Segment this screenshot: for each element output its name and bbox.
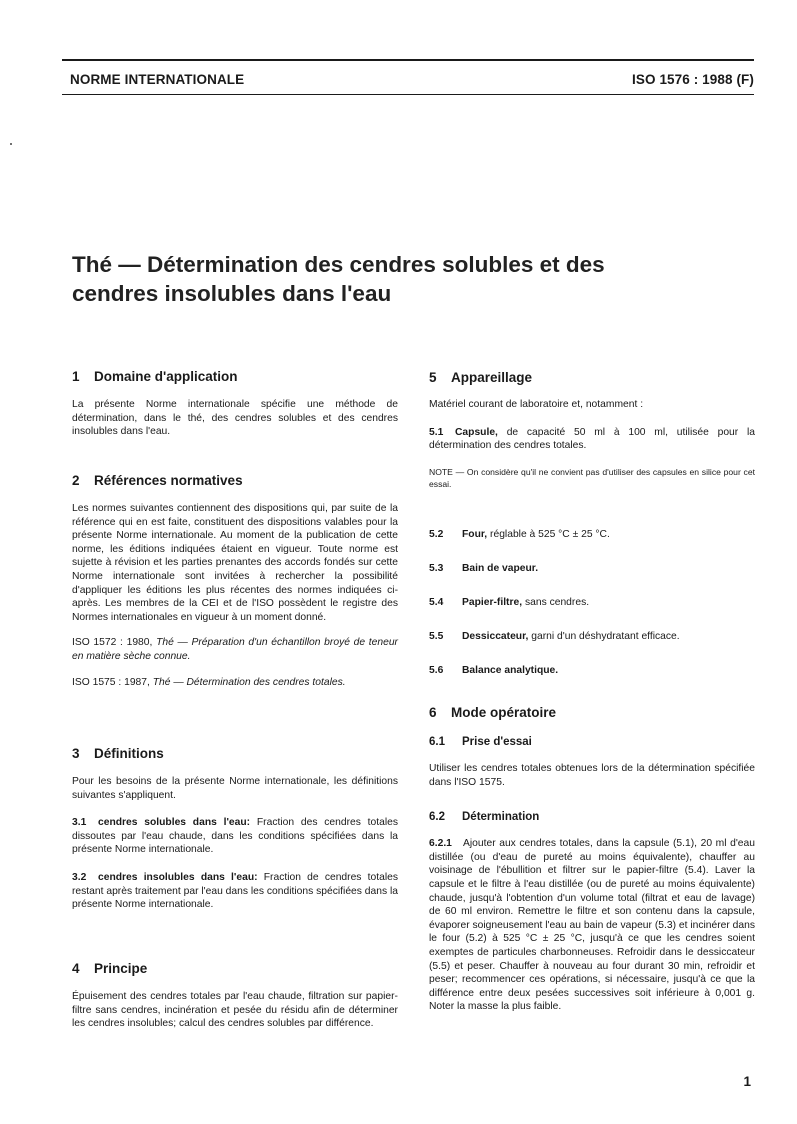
- subsection-6-1-title: Prise d'essai: [462, 736, 532, 748]
- section-3-number: 3: [72, 746, 80, 761]
- section-4-heading: [72, 961, 398, 976]
- item-5-4-text: sans cendres.: [524, 597, 590, 608]
- item-5-3-term: Bain de vapeur.: [462, 563, 539, 574]
- item-5-4-number: 5.4: [429, 597, 444, 608]
- section-4-title: Principe: [94, 961, 148, 976]
- section-5-number: 5: [429, 370, 437, 385]
- reference-2-code: ISO 1575 : 1987,: [72, 676, 150, 688]
- definition-3-2-number: 3.2: [72, 871, 87, 883]
- definition-3-1-number: 3.1: [72, 817, 87, 829]
- item-5-1-text: de capacité 50 ml à 100 ml, utilisée pour la détermination des cendres totales.: [429, 426, 755, 452]
- item-5-2-term: Four,: [462, 529, 488, 540]
- section-6-number: 6: [429, 705, 437, 720]
- item-5-5-text: garni d'un déshydratant efficace.: [531, 631, 680, 642]
- item-5-2-number: 5.2: [429, 529, 444, 540]
- section-5: [429, 370, 755, 491]
- section-1-heading: [72, 369, 398, 384]
- section-6-heading: [429, 705, 755, 720]
- section-1: [72, 369, 398, 439]
- reference-1-title: Thé — Préparation d'un échantillon broyé de teneur en matière sèche connue.: [72, 637, 398, 662]
- item-5-1-number: 5.1: [429, 426, 444, 438]
- reference-iso-1575: [72, 676, 398, 690]
- section-5-heading: [429, 370, 755, 385]
- section-2-title: Références normatives: [94, 473, 243, 488]
- title-line-1: Thé — Détermination des cendres solubles et des: [72, 252, 605, 277]
- reference-1-code: ISO 1572 : 1980,: [72, 637, 153, 649]
- item-5-5-term: Dessiccateur,: [462, 631, 529, 642]
- section-2-heading: [72, 473, 398, 488]
- subsection-6-1-heading: [429, 736, 755, 748]
- item-5-5: [429, 630, 755, 644]
- section-3-heading: [72, 746, 398, 761]
- item-5-3-number: 5.3: [429, 563, 444, 574]
- scan-speck: [10, 143, 12, 145]
- item-5-4: [429, 596, 755, 610]
- definition-3-1-term: cendres solubles dans l'eau:: [98, 817, 251, 829]
- item-5-4-term: Papier-filtre,: [462, 597, 523, 608]
- section-1-title: Domaine d'application: [94, 369, 238, 384]
- subsection-6-2-heading: [429, 811, 755, 823]
- section-1-text: La présente Norme internationale spécifie une méthode de détermination, dans le thé, des cendres solubles et des cendres insolubles dans l'eau.: [72, 399, 398, 438]
- paragraph-6-2-1-number: 6.2.1: [429, 838, 452, 850]
- section-3: [72, 746, 398, 912]
- definition-3-1-text: Fraction des cendres totales dissoutes par l'eau chaude, dans les conditions spécifiées dans la présente Norme internationale.: [72, 817, 398, 856]
- item-5-3: [429, 562, 755, 576]
- section-3-title: Définitions: [94, 746, 164, 761]
- definition-3-2: [72, 871, 398, 912]
- standard-number: ISO 1576 : 1988 (F): [632, 72, 754, 87]
- title-line-2: cendres insolubles dans l'eau: [72, 281, 392, 306]
- item-5-1-term: Capsule,: [455, 426, 498, 438]
- subsection-6-1-text: Utiliser les cendres totales obtenues lors de la détermination spécifiée dans l'ISO 1575.: [429, 763, 755, 788]
- definition-3-2-text: Fraction de cendres totales restant après traitement par l'eau dans les conditions spécifiées dans la présente Norme internationale.: [72, 871, 398, 911]
- subsection-6-2-number: 6.2: [429, 811, 445, 824]
- subsection-6-1-number: 6.1: [429, 736, 445, 748]
- item-5-6-number: 5.6: [429, 665, 444, 676]
- definition-3-1: [72, 816, 398, 857]
- paragraph-6-2-1-text: Ajouter aux cendres totales, dans la capsule (5.1), 20 ml d'eau distillée (ou d'eau de pureté au moins équivalente), chauffer au voisinage de l'ébullition et filtrer sur le papier-filtre (5.4). Laver la capsule et le filtre à l'eau distillée (ou de pureté au moins équivalente) chaude, jusqu'à l'obtention d'un volume total (filtrat et eau de lavage) de 60 ml environ. Remettre le filtre et son contenu dans la capsule, évaporer soigneusement l'eau au bain de vapeur (5.3) et incinérer dans le four (5.2) à 525 °C ± 25 °C, jusqu'à ce que les cendres soient exemptes de particules charbonneuses. Refroidir dans le dessiccateur (5.5) et peser. Chauffer à nouveau au four durant 30 min, refroidir et peser; recommencer ces opérations, si nécessaire, jusqu'à ce que la différence entre deux pesées successives soit inférieure à 0,001 g. Noter la masse la plus faible.: [429, 838, 755, 1013]
- section-2-number: 2: [72, 473, 80, 488]
- section-3-intro: Pour les besoins de la présente Norme internationale, les définitions suivantes s'appliquent.: [72, 776, 398, 801]
- section-5-intro: Matériel courant de laboratoire et, notamment :: [429, 399, 644, 410]
- paragraph-6-2-1: [429, 837, 755, 1014]
- section-4-text: Épuisement des cendres totales par l'eau chaude, filtration sur papier-filtre sans cendres, incinération et pesée du résidu afin de déterminer les cendres insolubles; calcul des cendres solubles par différence.: [72, 991, 398, 1030]
- section-5-title: Appareillage: [451, 370, 533, 385]
- section-6-title: Mode opératoire: [451, 705, 557, 720]
- section-1-number: 1: [72, 369, 80, 384]
- item-5-6: [429, 664, 755, 678]
- section-4-number: 4: [72, 961, 80, 976]
- reference-iso-1572: [72, 636, 398, 663]
- item-5-1: [429, 426, 755, 453]
- subsection-6-2-title: Détermination: [462, 811, 540, 824]
- header-rule: [62, 94, 754, 95]
- reference-2-title: Thé — Détermination des cendres totales.: [152, 676, 346, 688]
- document-title: [72, 250, 712, 308]
- section-4: [72, 961, 398, 1031]
- definition-3-2-term: cendres insolubles dans l'eau:: [98, 871, 258, 883]
- item-5-6-term: Balance analytique.: [462, 665, 559, 676]
- standard-type-label: NORME INTERNATIONALE: [70, 72, 245, 87]
- item-5-5-number: 5.5: [429, 631, 444, 642]
- page-number: 1: [743, 1074, 751, 1089]
- section-6: [429, 705, 755, 1014]
- item-5-2: [429, 528, 755, 542]
- note-capsule: NOTE — On considère qu'il ne convient pas d'utiliser des capsules en silice pour cet essai.: [429, 466, 755, 490]
- section-2-text: Les normes suivantes contiennent des dispositions qui, par suite de la référence qui en est faite, constituent des dispositions valables pour la présente Norme internationale. Au moment de la publication de cette norme, les éditions indiquées étaient en vigueur. Toute norme est sujette à révision et les parties prenantes des accords fondés sur cette Norme internationale sont invitées à rechercher la possibilité d'appliquer les éditions les plus récentes des normes indiquées ci-après. Les membres de la CEI et de l'ISO possèdent le registre des Normes internationales en vigueur à un moment donné.: [72, 503, 398, 623]
- top-rule: [62, 59, 754, 61]
- item-5-2-text: réglable à 525 °C ± 25 °C.: [490, 529, 610, 540]
- section-2: [72, 473, 398, 689]
